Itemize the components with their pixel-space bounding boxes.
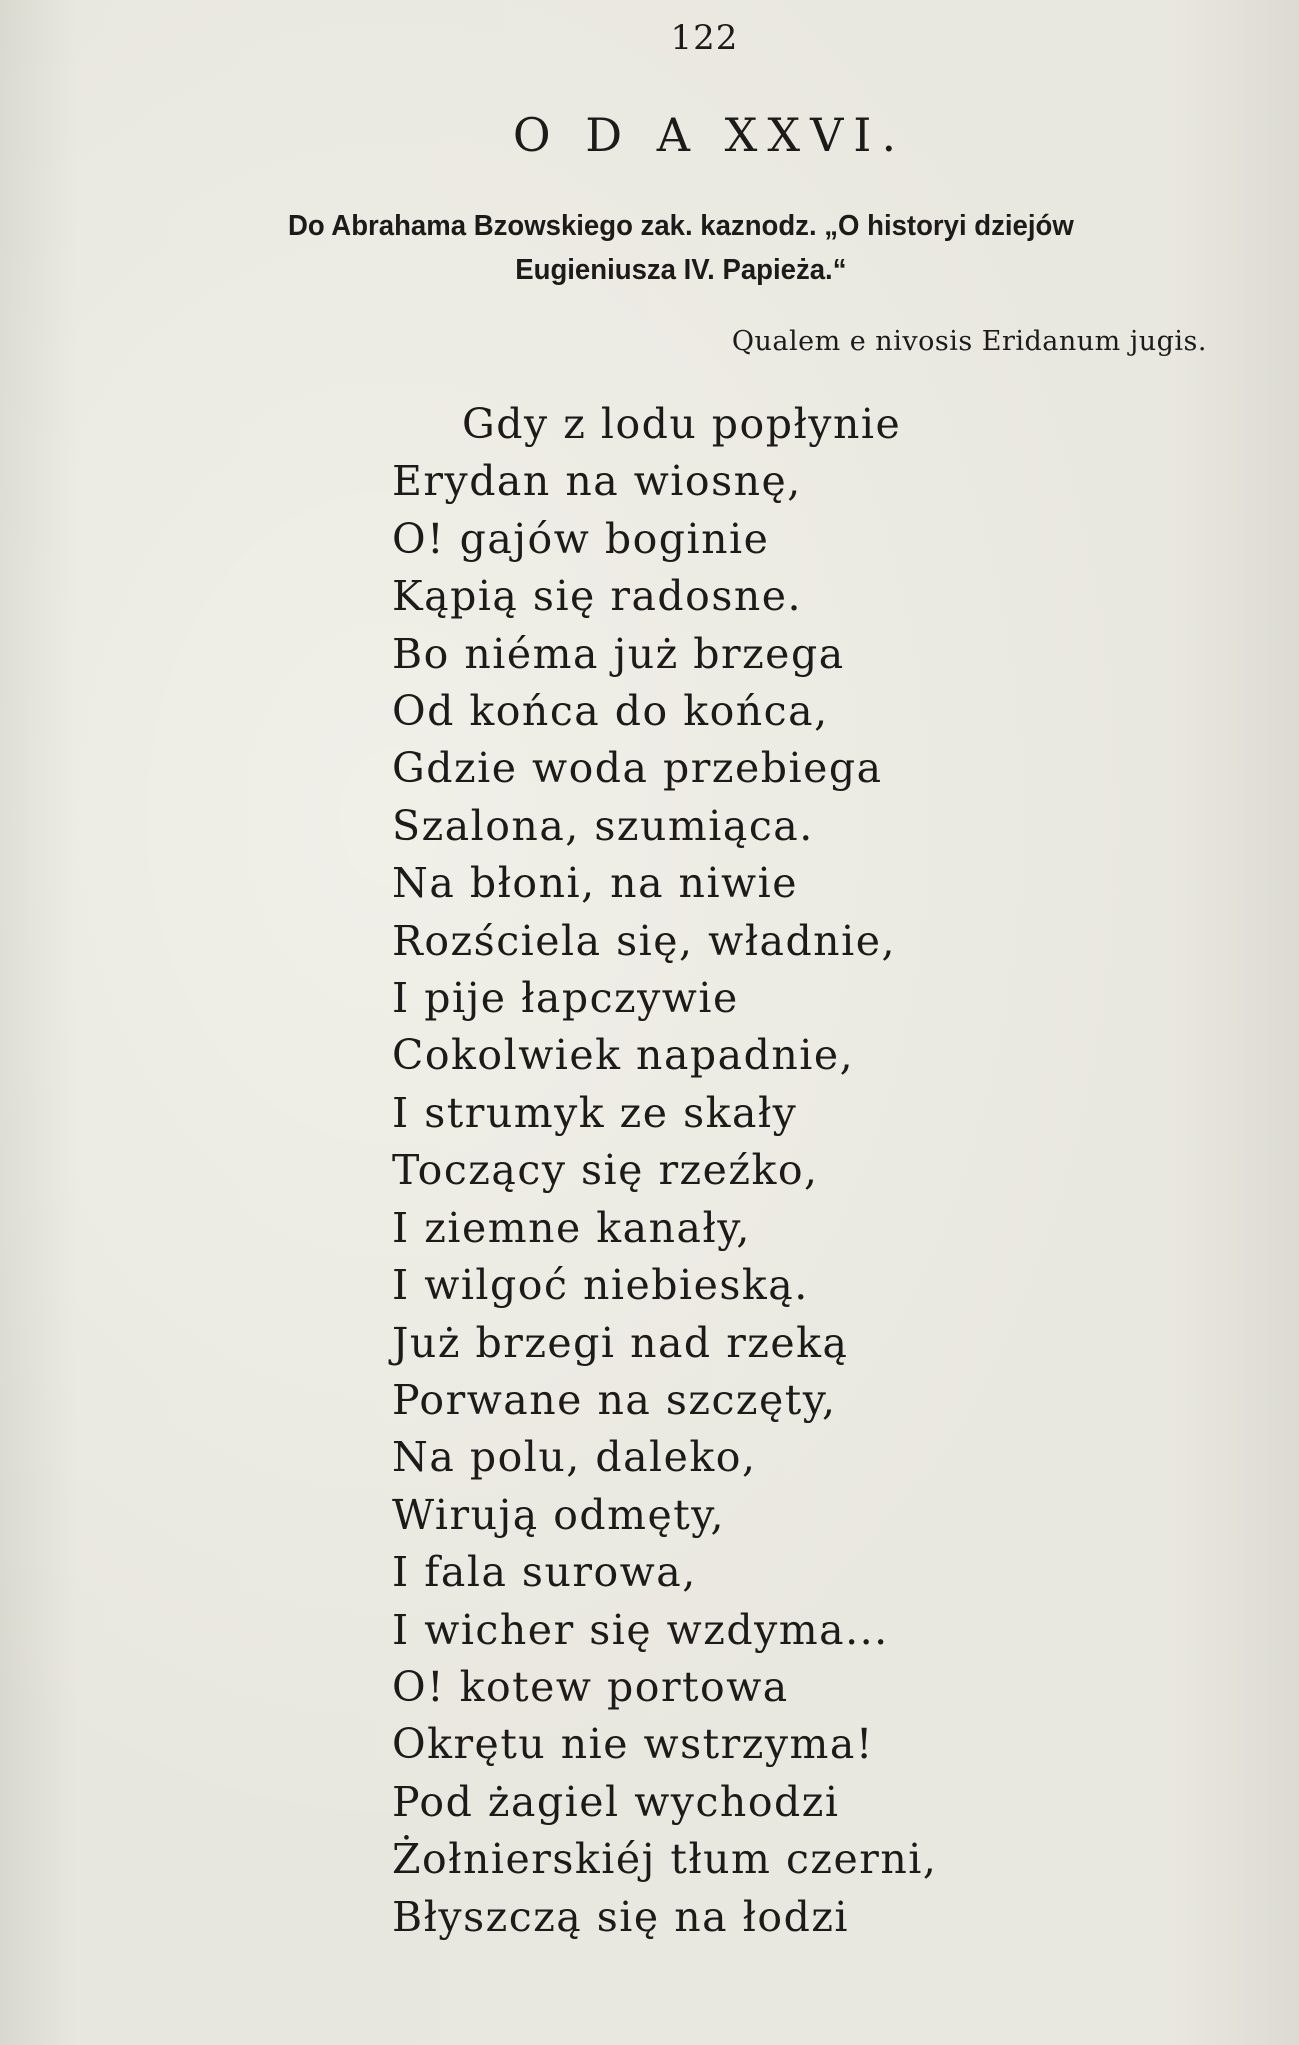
poem-line: Erydan na wiosnę, bbox=[392, 457, 802, 506]
poem-line: Toczący się rzeźko, bbox=[392, 1146, 819, 1195]
poem-line: I strumyk ze skały bbox=[392, 1088, 798, 1137]
poem-line: I pije łapczywie bbox=[392, 974, 739, 1023]
poem-line: Już brzegi nad rzeką bbox=[392, 1318, 849, 1367]
poem-body bbox=[392, 396, 1192, 1946]
poem-line: Porwane na szczęty, bbox=[392, 1375, 837, 1424]
poem-line: I fala surowa, bbox=[392, 1548, 697, 1597]
poem-line: I wicher się wzdyma... bbox=[392, 1605, 889, 1654]
epigraph: Qualem e nivosis Eridanum jugis. bbox=[731, 326, 1207, 357]
dedication-line: Do Abrahama Bzowskiego zak. kaznodz. „O historyi dziejów bbox=[287, 210, 1074, 242]
poem-line: I wilgoć niebieską. bbox=[392, 1261, 809, 1310]
poem-line: Od końca do końca, bbox=[392, 687, 829, 736]
dedication bbox=[213, 204, 1149, 292]
poem-line: Żołnierskiéj tłum czerni, bbox=[392, 1835, 938, 1884]
poem-line: Rozściela się, władnie, bbox=[392, 916, 896, 965]
poem-line: I ziemne kanały, bbox=[392, 1203, 751, 1252]
dedication-line: Eugieniusza IV. Papieża.“ bbox=[515, 254, 847, 286]
poem-line: O! gajów boginie bbox=[392, 514, 770, 563]
poem-line: Gdy z lodu popłynie bbox=[462, 400, 902, 448]
poem-line: Gdzie woda przebiega bbox=[392, 744, 883, 793]
poem-line: Cokolwiek napadnie, bbox=[392, 1031, 855, 1080]
poem-line: O! kotew portowa bbox=[392, 1662, 789, 1711]
page-number: 122 bbox=[670, 18, 739, 58]
poem-line: Szalona, szumiąca. bbox=[392, 801, 814, 850]
poem-line: Okrętu nie wstrzyma! bbox=[392, 1720, 874, 1769]
poem-line: Kąpią się radosne. bbox=[392, 572, 803, 621]
poem-line: Pod żagiel wychodzi bbox=[392, 1777, 840, 1826]
poem-line: Wirują odmęty, bbox=[392, 1490, 726, 1539]
poem-line: Na błoni, na niwie bbox=[392, 859, 799, 908]
poem-line: Na polu, daleko, bbox=[392, 1433, 757, 1482]
ode-title: O D A XXVI. bbox=[512, 108, 907, 162]
poem-line: Błyszczą się na łodzi bbox=[392, 1892, 850, 1941]
poem-line: Bo niéma już brzega bbox=[392, 629, 845, 678]
